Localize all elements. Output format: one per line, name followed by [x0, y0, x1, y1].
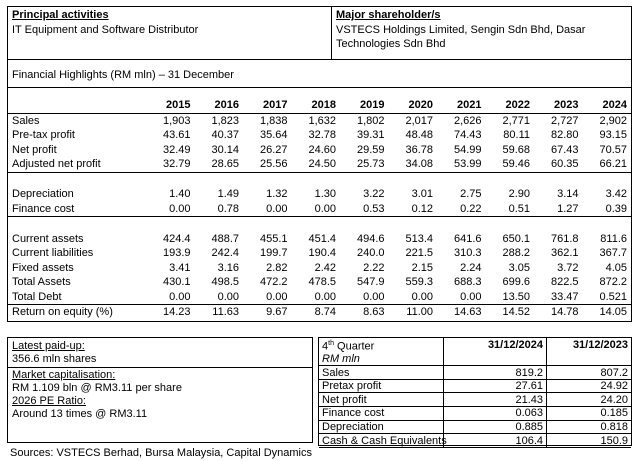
quarter-row [319, 407, 631, 421]
table-row [8, 113, 631, 128]
year-header: 2023 [554, 99, 579, 112]
row-value: 1,802 [340, 113, 389, 128]
row-value: 0.00 [314, 290, 336, 303]
row-value: 0.00 [411, 290, 433, 303]
row-value: 199.7 [259, 247, 288, 260]
row-value: 1.49 [217, 188, 239, 201]
table-row [8, 232, 631, 247]
share-info-separator [8, 367, 312, 368]
quarter-row [319, 434, 631, 448]
row-value: 242.4 [211, 247, 239, 260]
quarter-row [319, 379, 631, 393]
row-value: 1,632 [292, 113, 341, 128]
row-value: 13.50 [502, 290, 530, 303]
year-header-spacer [8, 98, 146, 113]
table-row [8, 202, 631, 217]
quarter-row [319, 420, 631, 434]
quarter-row-2024: 0.063 [444, 407, 547, 421]
row-value: 3.22 [363, 188, 385, 201]
table-row [8, 157, 631, 172]
row-value: 1,903 [146, 113, 195, 128]
row-label: Total Assets [12, 276, 71, 289]
row-label: Net profit [12, 143, 57, 156]
year-header: 2024 [602, 99, 627, 112]
row-value: 1.30 [314, 188, 336, 201]
row-value: 451.4 [308, 232, 336, 245]
row-value: 8.63 [340, 305, 389, 320]
year-header: 2018 [311, 99, 336, 112]
row-value: 240.0 [356, 247, 385, 260]
row-value: 2.90 [508, 188, 530, 201]
row-value: 60.35 [550, 158, 579, 171]
row-value: 650.1 [502, 232, 530, 245]
year-header: 2021 [457, 99, 482, 112]
row-value: 641.6 [453, 232, 482, 245]
row-value: 2.24 [460, 261, 482, 274]
row-value: 54.99 [453, 143, 482, 156]
quarter-row-2024: 0.885 [444, 420, 547, 434]
row-value: 362.1 [550, 247, 579, 260]
row-value: 4.05 [605, 261, 627, 274]
row-value: 1,823 [195, 113, 244, 128]
row-value: 33.47 [550, 290, 579, 303]
table-row [8, 246, 631, 261]
quarter-row-2024: 21.43 [444, 393, 547, 407]
row-value: 221.5 [405, 247, 433, 260]
quarter-unit-spacer [444, 353, 547, 366]
blank-cell [292, 217, 341, 232]
row-value: 688.3 [453, 276, 482, 289]
table-row [8, 128, 631, 143]
row-value: 70.57 [599, 143, 627, 156]
row-value: 288.2 [502, 247, 530, 260]
row-value: 3.01 [411, 188, 433, 201]
row-value: 3.41 [169, 261, 191, 274]
row-value: 14.52 [486, 305, 535, 320]
row-value: 472.2 [259, 276, 288, 289]
row-value: 547.9 [356, 276, 385, 289]
row-value: 1.32 [266, 188, 288, 201]
row-value: 0.39 [605, 202, 627, 215]
financial-highlights-table [8, 98, 631, 320]
year-header: 2015 [166, 99, 191, 112]
row-value: 0.00 [266, 290, 288, 303]
row-value: 0.00 [266, 202, 288, 215]
quarter-col2-header: 31/12/2023 [547, 338, 632, 353]
quarter-row [319, 393, 631, 407]
quarter-row-2023: 0.818 [547, 420, 632, 434]
row-value: 0.12 [411, 202, 433, 215]
row-label: Fixed assets [12, 261, 74, 274]
row-value: 29.59 [356, 143, 385, 156]
row-value: 14.23 [146, 305, 195, 320]
major-shareholders-line2: Technologies Sdn Bhd [336, 38, 446, 50]
financial-highlights-title: Financial Highlights (RM mln) – 31 December [12, 69, 234, 81]
year-header: 2019 [360, 99, 385, 112]
row-value: 53.99 [453, 158, 482, 171]
row-label: Current assets [12, 232, 84, 245]
quarter-row-label: Net profit [319, 393, 444, 407]
row-value: 14.78 [534, 305, 583, 320]
blank-cell [292, 172, 341, 187]
quarter-unit: RM mln [319, 353, 444, 366]
quarter-row-label: Depreciation [319, 420, 444, 434]
row-value: 0.521 [599, 290, 627, 303]
row-value: 2.22 [363, 261, 385, 274]
table-row [8, 290, 631, 305]
row-value: 0.00 [314, 202, 336, 215]
row-value: 9.67 [243, 305, 292, 320]
quarter-row-2024: 106.4 [444, 434, 547, 448]
table-row [8, 275, 631, 290]
paidup-label: Latest paid-up: [12, 340, 85, 352]
blank-cell [340, 172, 389, 187]
quarter-row-2023: 0.185 [547, 407, 632, 421]
row-value: 190.4 [308, 247, 336, 260]
row-value: 2,771 [486, 113, 535, 128]
row-value: 39.31 [356, 129, 385, 142]
row-value: 24.60 [308, 143, 336, 156]
header-separator [8, 59, 631, 60]
row-value: 11.00 [389, 305, 438, 320]
year-header-row [8, 98, 631, 113]
row-value: 43.61 [162, 129, 191, 142]
row-value: 14.63 [437, 305, 486, 320]
source-note: Sources: VSTECS Berhad, Bursa Malaysia, Capital Dynamics [10, 447, 313, 459]
blank-cell [146, 172, 195, 187]
quarter-row-2024: 819.2 [444, 366, 547, 380]
row-value: 2,902 [583, 113, 632, 128]
row-value: 2,727 [534, 113, 583, 128]
table-row [8, 143, 631, 158]
blank-cell [243, 172, 292, 187]
table-row [8, 305, 631, 320]
header-divider [331, 7, 332, 59]
market-cap-label: Market capitalisation: [12, 369, 116, 381]
row-value: 193.9 [162, 247, 191, 260]
row-value: 11.63 [195, 305, 244, 320]
blank-cell [583, 217, 632, 232]
row-value: 0.00 [169, 202, 191, 215]
blank-row [8, 217, 631, 232]
row-value: 2,626 [437, 113, 486, 128]
row-value: 559.3 [405, 276, 433, 289]
row-value: 28.65 [211, 158, 239, 171]
row-value: 80.11 [503, 129, 530, 142]
row-value: 24.50 [308, 158, 336, 171]
quarter-row-2023: 807.2 [547, 366, 632, 380]
row-value: 488.7 [211, 232, 239, 245]
row-value: 3.16 [217, 261, 239, 274]
quarter-row-2024: 27.61 [444, 379, 547, 393]
blank-cell [146, 217, 195, 232]
row-value: 455.1 [259, 232, 288, 245]
row-value: 0.00 [217, 290, 239, 303]
blank-cell [486, 217, 535, 232]
blank-cell [340, 217, 389, 232]
row-value: 1.27 [557, 202, 579, 215]
row-label: Return on equity (%) [8, 305, 146, 320]
row-label: Adjusted net profit [12, 158, 101, 171]
row-value: 36.78 [405, 143, 433, 156]
blank-cell [195, 217, 244, 232]
row-value: 35.64 [259, 129, 288, 142]
share-info-box [7, 337, 313, 443]
row-value: 498.5 [211, 276, 239, 289]
row-value: 430.1 [162, 276, 191, 289]
row-value: 2.15 [411, 261, 433, 274]
quarter-word: Quarter [333, 340, 375, 353]
quarter-row-label: Finance cost [319, 407, 444, 421]
row-value: 3.42 [605, 188, 627, 201]
blank-row [8, 172, 631, 187]
quarter-unit-spacer [547, 353, 632, 366]
row-value: 513.4 [405, 232, 433, 245]
row-value: 34.08 [405, 158, 433, 171]
blank-cell [389, 172, 438, 187]
pe-ratio-label: 2026 PE Ratio: [12, 395, 86, 407]
quarterly-results-box [318, 337, 632, 446]
quarter-row-2023: 24.92 [547, 379, 632, 393]
blank-cell [583, 172, 632, 187]
row-value: 3.72 [557, 261, 579, 274]
row-value: 3.05 [508, 261, 530, 274]
row-value: 822.5 [550, 276, 579, 289]
row-value: 367.7 [599, 247, 627, 260]
row-value: 32.79 [162, 158, 191, 171]
blank-cell [437, 172, 486, 187]
row-value: 3.14 [557, 188, 579, 201]
row-value: 872.2 [599, 276, 627, 289]
row-label: Pre-tax profit [12, 129, 75, 142]
title-separator [8, 87, 631, 88]
blank-cell [195, 172, 244, 187]
row-value: 2.82 [266, 261, 288, 274]
pe-ratio-value: Around 13 times @ RM3.11 [12, 408, 148, 420]
blank-cell [389, 217, 438, 232]
row-value: 811.6 [600, 232, 627, 245]
row-value: 82.80 [550, 129, 579, 142]
row-value: 14.05 [583, 305, 632, 320]
blank-cell [243, 217, 292, 232]
row-value: 40.37 [211, 129, 239, 142]
blank-cell [437, 217, 486, 232]
row-value: 699.6 [502, 276, 530, 289]
row-value: 32.49 [162, 143, 191, 156]
row-value: 1,838 [243, 113, 292, 128]
year-header: 2017 [263, 99, 288, 112]
row-value: 0.78 [217, 202, 239, 215]
major-shareholders-label: Major shareholder/s [336, 9, 441, 21]
row-value: 93.15 [599, 129, 627, 142]
row-value: 26.27 [259, 143, 288, 156]
row-value: 2.42 [314, 261, 336, 274]
row-value: 1.40 [169, 188, 191, 201]
row-value: 59.68 [502, 143, 530, 156]
row-value: 761.8 [550, 232, 579, 245]
row-value: 0.00 [460, 290, 482, 303]
row-value: 2,017 [389, 113, 438, 128]
row-value: 424.4 [162, 232, 191, 245]
blank-cell [486, 172, 535, 187]
row-value: 0.22 [460, 202, 482, 215]
quarter-row-2023: 24.20 [547, 393, 632, 407]
blank-cell [534, 172, 583, 187]
financial-highlights-frame [7, 6, 632, 322]
quarter-row-2023: 150.9 [547, 434, 632, 448]
row-label: Finance cost [12, 202, 75, 215]
row-value: 310.3 [453, 247, 482, 260]
row-value: 30.14 [211, 143, 239, 156]
quarterly-results-table [319, 338, 631, 448]
row-value: 48.48 [405, 129, 433, 142]
row-value: 478.5 [308, 276, 336, 289]
quarter-row-label: Pretax profit [319, 379, 444, 393]
row-value: 0.00 [363, 290, 385, 303]
row-value: 0.00 [169, 290, 191, 303]
year-header: 2020 [408, 99, 433, 112]
row-value: 8.74 [292, 305, 341, 320]
row-value: 67.43 [550, 143, 579, 156]
row-label: Current liabilities [12, 247, 94, 260]
row-value: 59.46 [502, 158, 530, 171]
blank-cell [534, 217, 583, 232]
row-value: 0.53 [363, 202, 385, 215]
row-value: 74.43 [453, 129, 482, 142]
major-shareholders-line1: VSTECS Holdings Limited, Sengin Sdn Bhd, Dasar [336, 24, 586, 36]
row-label: Depreciation [12, 188, 74, 201]
paidup-value: 356.6 mln shares [12, 353, 97, 365]
quarter-row-label: Sales [319, 366, 444, 380]
row-label: Total Debt [12, 290, 62, 303]
principal-activities-label: Principal activities [12, 9, 109, 21]
company-header [8, 7, 631, 59]
quarter-heading [319, 338, 444, 353]
row-value: 2.75 [460, 188, 482, 201]
blank-cell [8, 172, 146, 187]
year-header: 2016 [214, 99, 239, 112]
principal-activities-text: IT Equipment and Software Distributor [12, 24, 199, 36]
quarter-number: 4 [322, 340, 329, 353]
row-value: 32.78 [308, 129, 336, 142]
market-cap-value: RM 1.109 bln @ RM3.11 per share [12, 382, 182, 394]
row-value: 25.73 [356, 158, 385, 171]
quarter-row [319, 366, 631, 380]
row-value: 66.21 [599, 158, 627, 171]
blank-cell [8, 217, 146, 232]
table-row [8, 261, 631, 276]
year-header: 2022 [505, 99, 530, 112]
quarter-row-label: Cash & Cash Equivalents [319, 434, 444, 448]
row-value: 25.56 [259, 158, 288, 171]
row-value: 0.51 [508, 202, 530, 215]
row-label: Sales [8, 113, 146, 128]
quarter-suffix: th [328, 340, 334, 347]
row-value: 494.6 [356, 232, 385, 245]
table-row [8, 187, 631, 202]
quarter-col1-header: 31/12/2024 [444, 338, 547, 353]
